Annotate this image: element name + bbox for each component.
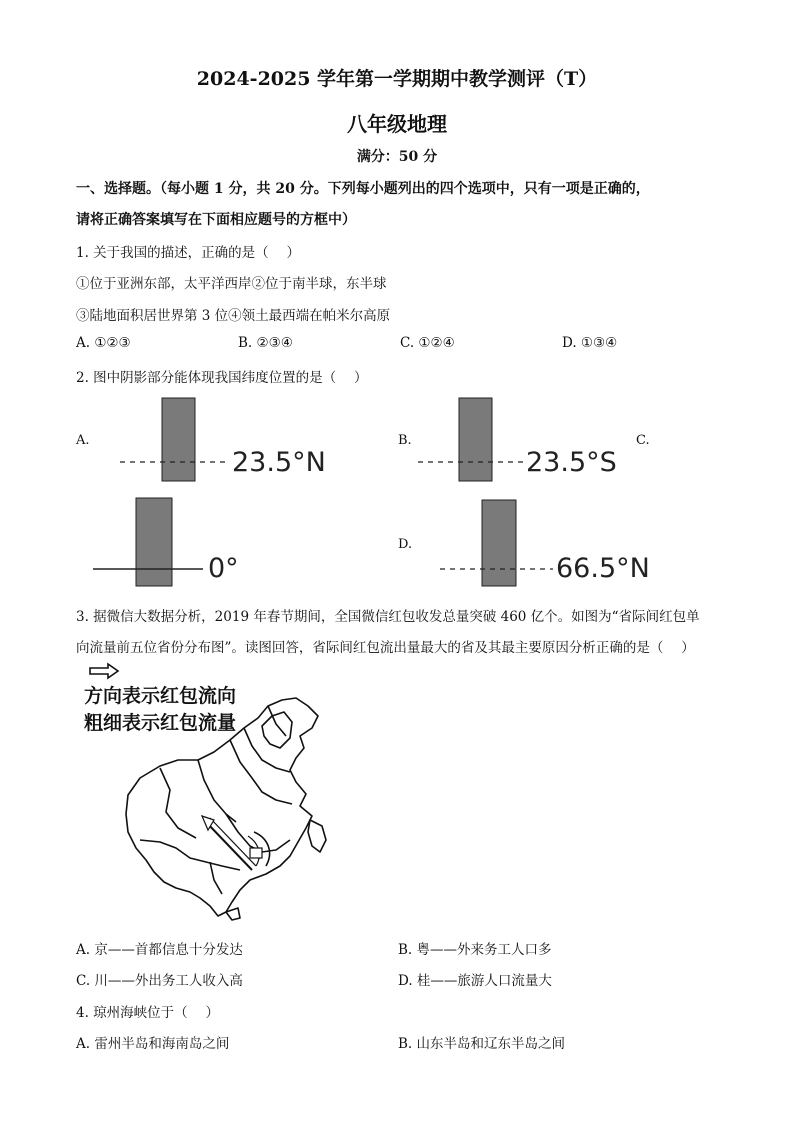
diagram-b-latitude-label: 23.5°S — [526, 447, 617, 478]
full-score: 满分：50 分 — [356, 149, 438, 165]
map-legend-line2: 粗细表示红包流量 — [84, 712, 237, 734]
section-heading-line1: 一、选择题。（每小题 1 分，共 20 分。下列每小题列出的四个选项中，只有一项是正确的， — [76, 181, 650, 197]
q1-statement-line2: ③陆地面积居世界第 3 位④领土最西端在帕米尔高原 — [76, 308, 391, 324]
q2-label-b: B. — [398, 433, 412, 448]
diagram-c-latitude-label: 0° — [208, 553, 239, 584]
q3-option-c: C. 川——外出务工人收入高 — [76, 973, 243, 989]
q3-option-a: A. 京——首都信息十分发达 — [76, 942, 243, 958]
exam-subtitle: 八年级地理 — [347, 112, 447, 136]
exam-title: 2024-2025 学年第一学期期中教学测评（T） — [196, 68, 598, 90]
q1-option-d: D. ①③④ — [562, 335, 618, 351]
q2-stem: 2. 图中阴影部分能体现我国纬度位置的是（ ） — [76, 370, 368, 386]
q2-label-a: A. — [76, 433, 90, 448]
q1-option-b: B. ②③④ — [238, 335, 293, 351]
q4-stem: 4. 琼州海峡位于（ ） — [76, 1005, 219, 1021]
legend-arrow-icon — [90, 664, 118, 678]
q2-label-c: C. — [636, 433, 650, 448]
q2-label-d: D. — [398, 537, 413, 552]
q1-stem: 1. 关于我国的描述，正确的是（ ） — [76, 245, 300, 261]
q3-stem-line2: 向流量前五位省份分布图”。读图回答，省际间红包流出量最大的省及其最主要原因分析正确的是（ ） — [76, 640, 695, 656]
q1-statement-line1: ①位于亚洲东部，太平洋西岸②位于南半球，东半球 — [76, 276, 387, 292]
q3-option-b: B. 粤——外来务工人口多 — [398, 942, 552, 958]
diagram-d-latitude-label: 66.5°N — [556, 553, 650, 584]
q3-option-d: D. 桂——旅游人口流量大 — [398, 973, 552, 989]
q4-option-b: B. 山东半岛和辽东半岛之间 — [398, 1036, 566, 1052]
map-legend-line1: 方向表示红包流向 — [84, 685, 237, 707]
q1-option-a: A. ①②③ — [76, 335, 131, 351]
q1-option-c: C. ①②④ — [400, 335, 455, 351]
flow-arrows — [202, 816, 270, 870]
q3-stem-line1: 3. 据微信大数据分析，2019 年春节期间，全国微信红包收发总量突破 460 亿个。如图为“省际间红包单 — [76, 609, 700, 625]
diagram-a-latitude-label: 23.5°N — [232, 447, 326, 478]
section-heading-line2: 请将正确答案填写在下面相应题号的方框中） — [76, 212, 356, 228]
q4-option-a: A. 雷州半岛和海南岛之间 — [76, 1036, 230, 1052]
